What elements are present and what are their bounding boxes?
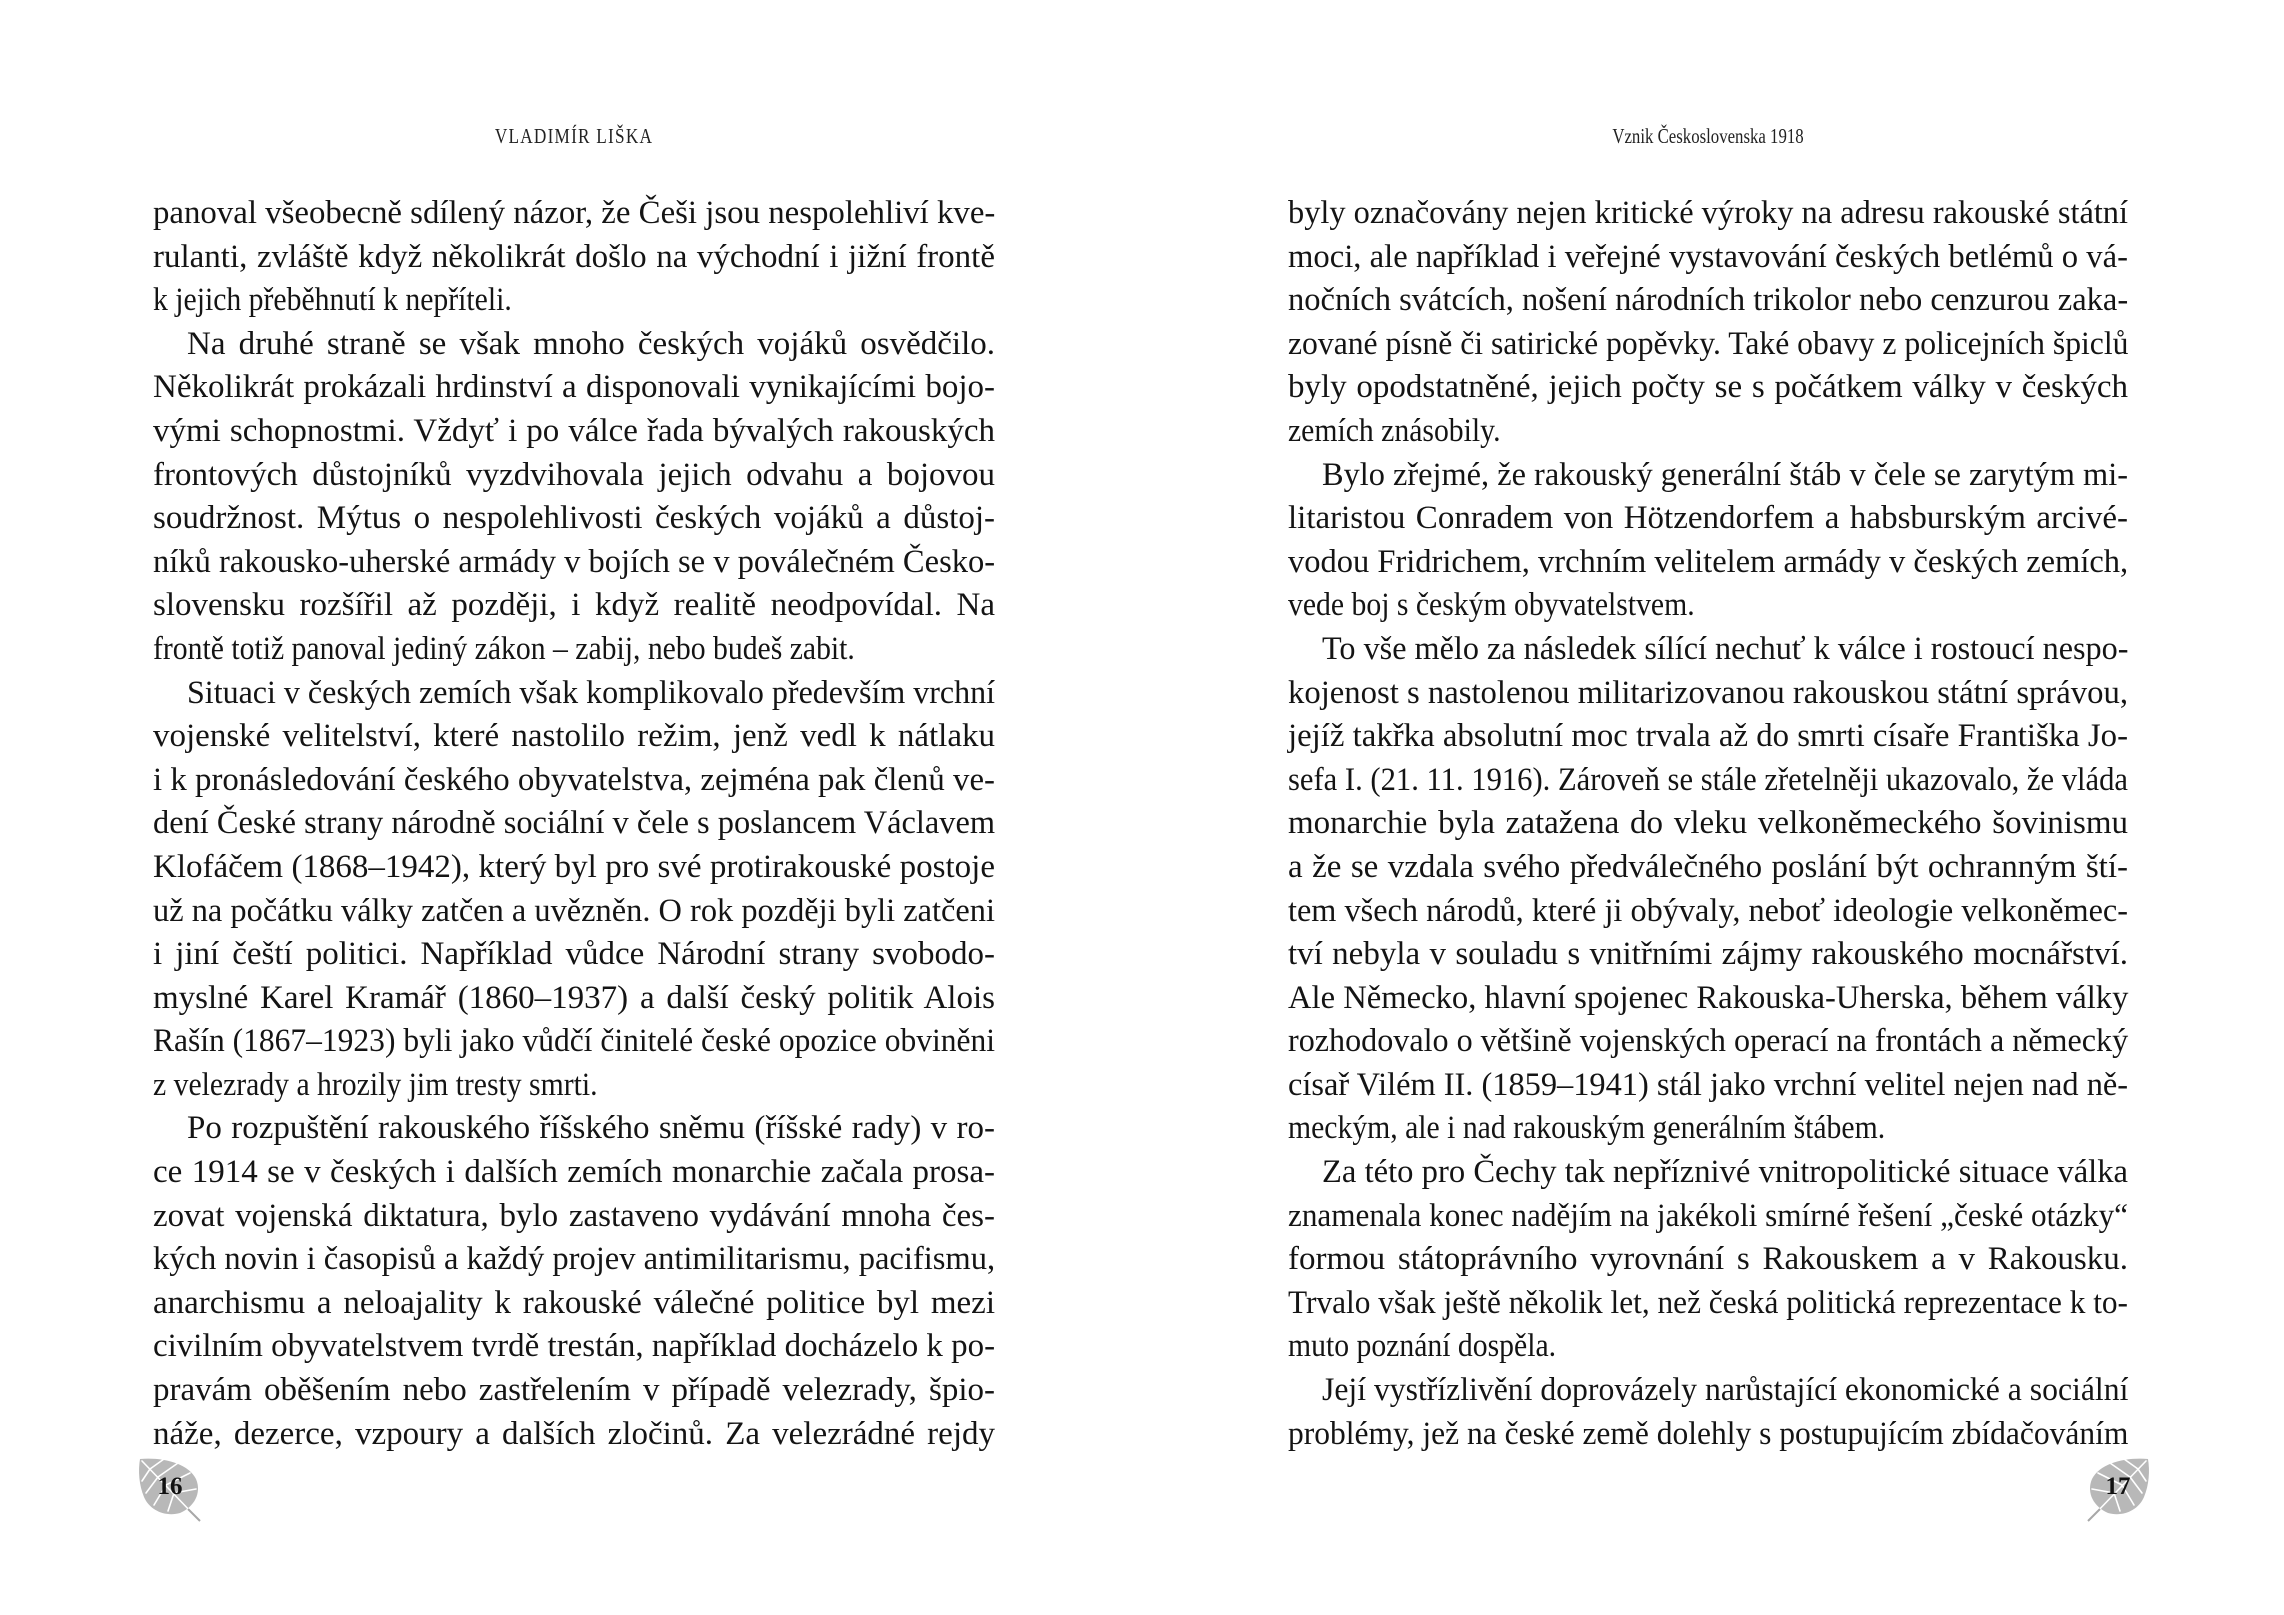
text-line-content: Rašín (1867–1923) byli jako vůdčí činitelé české opozice obviněni xyxy=(153,1023,995,1060)
text-line xyxy=(1288,715,2128,759)
text-line xyxy=(1288,366,2128,410)
text-line-content: tví nebyla v souladu s vnitřními zájmy rakouského mocnářství. xyxy=(1288,936,2128,973)
text-line-content: Ale Německo, hlavní spojenec Rakouska-Uherska, během války xyxy=(1288,979,2129,1016)
text-line xyxy=(153,1107,995,1151)
text-line-content: rulanti, zvláště když několikrát došlo na východní i jižní frontě xyxy=(153,238,995,275)
text-line xyxy=(1288,584,2128,628)
text-line xyxy=(153,410,995,454)
text-line-content: nočních svátcích, nošení národních trikolor nebo cenzurou zaka- xyxy=(1288,282,2129,319)
text-line-content: slovensku rozšířil až později, i když realitě neodpovídal. Na xyxy=(153,587,995,624)
text-line xyxy=(153,366,995,410)
text-line-content: soudržnost. Mýtus o nespolehlivosti českých vojáků a důstoj- xyxy=(153,500,995,537)
text-line xyxy=(1288,279,2128,323)
text-line-content: už na počátku války zatčen a uvězněn. O rok později byli zatčeni xyxy=(153,892,995,929)
text-line xyxy=(1288,1064,2128,1108)
text-line-content: ce 1914 se v českých i dalších zemích monarchie začala prosa- xyxy=(153,1154,995,1191)
text-line xyxy=(153,1151,995,1195)
text-line xyxy=(1288,977,2128,1021)
text-line xyxy=(153,1413,995,1457)
text-line xyxy=(153,846,995,890)
text-line xyxy=(153,541,995,585)
text-line xyxy=(1288,802,2128,846)
body-text xyxy=(1288,192,2128,1456)
text-line xyxy=(1288,1413,2128,1457)
text-line xyxy=(1288,192,2128,236)
text-line-content: z velezrady a hrozily jim tresty smrti. xyxy=(153,1066,598,1103)
text-line-content: vodou Fridrichem, vrchním velitelem armády v českých zemích, xyxy=(1288,543,2129,580)
text-line xyxy=(153,236,995,280)
text-line xyxy=(153,497,995,541)
text-line-content: kých novin i časopisů a každý projev antimilitarismu, pacifismu, xyxy=(153,1241,996,1278)
text-line-content: Na druhé straně se však mnoho českých vojáků osvědčilo. xyxy=(187,325,995,362)
text-line-content: byly označovány nejen kritické výroky na adresu rakouské státní xyxy=(1288,195,2128,231)
text-line-content: Bylo zřejmé, že rakouský generální štáb v čele se zarytým mi- xyxy=(1322,456,2128,493)
text-line xyxy=(153,802,995,846)
text-line-content: zemích znásobily. xyxy=(1288,412,1501,449)
text-line-content: anarchismu a neloajality k rakouské válečné politice byl mezi xyxy=(153,1284,995,1321)
text-line xyxy=(153,1064,995,1108)
text-line-content: zované písně či satirické popěvky. Také obavy z policejních špiclů xyxy=(1288,325,2129,362)
text-line xyxy=(153,890,995,934)
text-line-content: panoval všeobecně sdílený názor, že Češi jsou nespolehliví kve- xyxy=(153,195,996,231)
text-line xyxy=(1288,1195,2128,1239)
text-line xyxy=(153,584,995,628)
text-line-content: civilním obyvatelstvem tvrdě trestán, například docházelo k po- xyxy=(153,1328,996,1365)
text-line-content: Po rozpuštění rakouského říšského sněmu (říšské rady) v ro- xyxy=(187,1110,995,1147)
text-line xyxy=(153,1369,995,1413)
text-line-content: pravám oběšením nebo zastřelením v případě velezrady, špio- xyxy=(153,1372,995,1409)
text-line xyxy=(153,323,995,367)
text-line-content: litaristou Conradem von Hötzendorfem a habsburským arcivé- xyxy=(1288,500,2128,537)
text-line xyxy=(153,1195,995,1239)
text-line-content: formou státoprávního vyrovnání s Rakouskem a v Rakousku. xyxy=(1288,1241,2128,1278)
text-line-content: Klofáčem (1868–1942), který byl pro své protirakouské postoje xyxy=(153,848,995,885)
text-line xyxy=(1288,410,2128,454)
page-number: 17 xyxy=(2105,1473,2131,1500)
text-line-content: sefa I. (21. 11. 1916). Zároveň se stále zřetelněji ukazovalo, že vláda xyxy=(1288,761,2128,798)
text-line xyxy=(153,1325,995,1369)
text-line xyxy=(1288,236,2128,280)
text-line xyxy=(1288,1325,2128,1369)
text-line-content: problémy, jež na české země dolehly s postupujícím zbídačováním xyxy=(1288,1415,2129,1452)
text-line-content: vými schopnostmi. Vždyť i po válce řada bývalých rakouských xyxy=(153,412,995,449)
text-line xyxy=(153,672,995,716)
text-line-content: Trvalo však ještě několik let, než česká politická reprezentace k to- xyxy=(1288,1284,2128,1321)
text-line xyxy=(1288,454,2128,498)
text-line xyxy=(153,1238,995,1282)
text-line xyxy=(153,977,995,1021)
text-line-content: myslné Karel Kramář (1860–1937) a další český politik Alois xyxy=(153,979,995,1016)
text-line xyxy=(1288,1282,2128,1326)
text-line-content: i jiní čeští politici. Například vůdce Národní strany svobodo- xyxy=(153,936,995,973)
text-line-content: Za této pro Čechy tak nepříznivé vnitropolitické situace válka xyxy=(1322,1154,2128,1191)
text-line xyxy=(1288,1238,2128,1282)
text-line xyxy=(1288,1020,2128,1064)
text-line-content: monarchie byla zatažena do vleku velkoněmeckého šovinismu xyxy=(1288,805,2128,842)
text-line xyxy=(153,628,995,672)
text-line-content: jejíž takřka absolutní moc trvala až do smrti císaře Františka Jo- xyxy=(1288,718,2128,755)
text-line-content: císař Vilém II. (1859–1941) stál jako vrchní velitel nejen nad ně- xyxy=(1288,1066,2129,1103)
text-line xyxy=(1288,541,2128,585)
running-head-title: Vznik Československa 1918 xyxy=(1612,124,1804,148)
text-line xyxy=(1288,1107,2128,1151)
text-line xyxy=(153,1020,995,1064)
text-line xyxy=(153,279,995,323)
text-line-content: byly opodstatněné, jejich počty se s počátkem války v českých xyxy=(1288,369,2128,406)
text-line-content: a že se vzdala svého předválečného poslání být ochranným ští- xyxy=(1288,848,2128,885)
text-line xyxy=(153,192,995,236)
text-line xyxy=(1288,1369,2128,1413)
body-text xyxy=(153,192,995,1456)
page-number-ornament xyxy=(136,1455,204,1523)
text-line xyxy=(1288,672,2128,716)
text-line-content: i k pronásledování českého obyvatelstva, zejména pak členů ve- xyxy=(153,761,995,798)
text-line-content: vojenské velitelství, které nastolilo režim, jenž vedl k nátlaku xyxy=(153,718,995,755)
text-line xyxy=(1288,1151,2128,1195)
text-line-content: frontě totiž panoval jediný zákon – zabij, nebo budeš zabit. xyxy=(153,630,855,667)
text-line-content: To vše mělo za následek sílící nechuť k válce i rostoucí nespo- xyxy=(1322,630,2129,667)
text-line-content: vede boj s českým obyvatelstvem. xyxy=(1288,587,1695,624)
text-line-content: frontových důstojníků vyzdvihovala jejich odvahu a bojovou xyxy=(153,456,995,493)
text-line-content: moci, ale například i veřejné vystavování českých betlémů o vá- xyxy=(1288,238,2128,275)
text-line xyxy=(1288,497,2128,541)
running-head-author: VLADIMÍR LIŠKA xyxy=(494,124,654,148)
text-line-content: Situaci v českých zemích však komplikovalo především vrchní xyxy=(187,674,996,711)
text-line-content: rozhodovalo o většině vojenských operací na frontách a německý xyxy=(1288,1023,2129,1060)
text-line xyxy=(153,1282,995,1326)
text-line-content: zovat vojenská diktatura, bylo zastaveno vydávání mnoha čes- xyxy=(153,1197,995,1234)
page-number: 16 xyxy=(157,1473,183,1500)
text-line xyxy=(153,454,995,498)
text-line-content: meckým, ale i nad rakouským generálním štábem. xyxy=(1288,1110,1886,1147)
right-page xyxy=(1142,0,2284,1615)
text-line xyxy=(1288,933,2128,977)
text-line xyxy=(153,715,995,759)
text-line-content: kojenost s nastolenou militarizovanou rakouskou státní správou, xyxy=(1288,674,2128,711)
text-line xyxy=(1288,323,2128,367)
text-line xyxy=(1288,846,2128,890)
text-line xyxy=(1288,890,2128,934)
text-line-content: Několikrát prokázali hrdinství a disponovali vynikajícími bojo- xyxy=(153,369,995,406)
text-line-content: k jejich přeběhnutí k nepříteli. xyxy=(153,282,512,319)
text-line xyxy=(153,759,995,803)
text-line xyxy=(153,933,995,977)
text-line-content: níků rakousko-uherské armády v bojích se v poválečném Česko- xyxy=(153,543,996,580)
text-line-content: Její vystřízlivění doprovázely narůstající ekonomické a sociální xyxy=(1322,1372,2129,1409)
text-line-content: dení České strany národně sociální v čele s poslancem Václavem xyxy=(153,805,996,842)
text-line xyxy=(1288,759,2128,803)
page-number-ornament xyxy=(2084,1455,2152,1523)
text-line-content: muto poznání dospěla. xyxy=(1288,1328,1557,1365)
text-line xyxy=(1288,628,2128,672)
text-line-content: znamenala konec nadějím na jakékoli smírné řešení „české otázky“ xyxy=(1288,1197,2128,1234)
text-line-content: tem všech národů, které ji obývaly, neboť ideologie velkoněmec- xyxy=(1288,892,2128,929)
text-line-content: náže, dezerce, vzpoury a dalších zločinů. Za velezrádné rejdy xyxy=(153,1415,995,1452)
